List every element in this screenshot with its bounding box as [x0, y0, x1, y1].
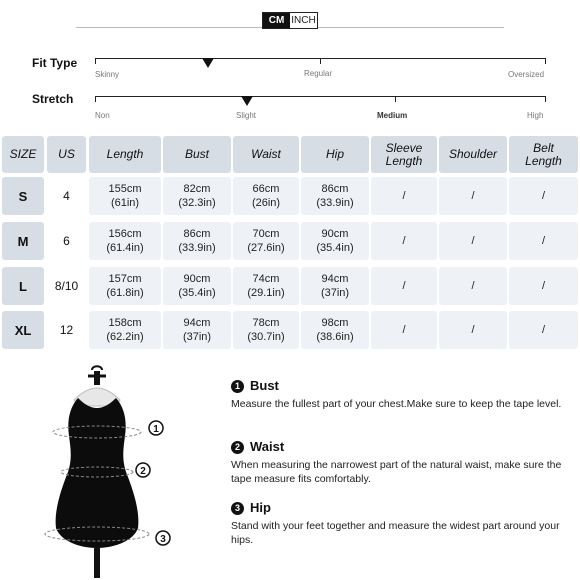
us-cell: 6 — [47, 222, 86, 260]
shoulder-cell: / — [439, 311, 507, 349]
fit-type-marker — [202, 58, 214, 68]
length-cell: 155cm (61in) — [89, 177, 161, 215]
number-1-icon: 1 — [231, 380, 244, 393]
unit-cm-button[interactable]: CM — [263, 13, 290, 28]
fit-type-label-oversized: Oversized — [508, 70, 545, 79]
sleeve-length-cell: / — [371, 222, 437, 260]
fit-type-tick — [95, 58, 96, 64]
stretch-marker — [241, 96, 253, 106]
header-shoulder: Shoulder — [439, 136, 507, 173]
stretch-title: Stretch — [32, 92, 74, 106]
shoulder-cell: / — [439, 267, 507, 305]
fit-type-title: Fit Type — [32, 56, 78, 70]
guide-bust — [231, 378, 566, 411]
header-size: SIZE — [2, 136, 44, 173]
sleeve-length-cell: / — [371, 311, 437, 349]
header-waist: Waist — [233, 136, 299, 173]
number-2-icon: 2 — [231, 441, 244, 454]
size-cell: S — [2, 177, 44, 215]
us-cell: 12 — [47, 311, 86, 349]
belt-length-cell: / — [509, 222, 578, 260]
stretch-scale — [95, 96, 546, 97]
bust-cell: 82cm (32.3in) — [163, 177, 231, 215]
length-cell: 158cm (62.2in) — [89, 311, 161, 349]
number-3-icon: 3 — [231, 502, 244, 515]
header-length: Length — [89, 136, 161, 173]
bust-cell: 94cm (37in) — [163, 311, 231, 349]
guide-hip — [231, 500, 566, 547]
size-cell: L — [2, 267, 44, 305]
hip-marker — [156, 531, 170, 545]
fit-type-tick — [545, 58, 546, 64]
belt-length-cell: / — [509, 267, 578, 305]
svg-text:1: 1 — [153, 424, 159, 435]
guide-waist-text: When measuring the narrowest part of the natural waist, make sure the tape measure fits comfortably. — [231, 459, 562, 485]
size-cell: XL — [2, 311, 44, 349]
us-cell: 4 — [47, 177, 86, 215]
size-table — [0, 134, 580, 350]
guide-waist-title: 2 Waist — [231, 439, 566, 454]
header-hip: Hip — [301, 136, 369, 173]
waist-cell: 74cm (29.1in) — [233, 267, 299, 305]
hip-cell: 90cm (35.4in) — [301, 222, 369, 260]
shoulder-cell: / — [439, 222, 507, 260]
svg-text:2: 2 — [140, 466, 146, 477]
waist-cell: 78cm (30.7in) — [233, 311, 299, 349]
header-bust: Bust — [163, 136, 231, 173]
dress-mannequin-illustration — [30, 362, 190, 580]
guide-hip-text: Stand with your feet together and measure the widest part around your hips. — [231, 520, 560, 546]
header-sleeve-length: Sleeve Length — [371, 136, 437, 173]
header-us: US — [47, 136, 86, 173]
waist-cell: 66cm (26in) — [233, 177, 299, 215]
bust-cell: 86cm (33.9in) — [163, 222, 231, 260]
bust-cell: 90cm (35.4in) — [163, 267, 231, 305]
sleeve-length-cell: / — [371, 177, 437, 215]
stretch-label-medium: Medium — [377, 111, 408, 120]
stretch-label-slight: Slight — [236, 111, 257, 120]
waist-cell: 70cm (27.6in) — [233, 222, 299, 260]
hip-cell: 98cm (38.6in) — [301, 311, 369, 349]
stretch-label-non: Non — [95, 111, 110, 120]
stretch-tick — [95, 96, 96, 102]
guide-bust-title: 1 Bust — [231, 378, 566, 393]
svg-text:3: 3 — [160, 534, 166, 545]
fit-type-label-skinny: Skinny — [95, 70, 120, 79]
waist-marker — [136, 463, 150, 477]
header-belt-length: Belt Length — [509, 136, 578, 173]
guide-hip-title: 3 Hip — [231, 500, 566, 515]
belt-length-cell: / — [509, 177, 578, 215]
length-cell: 157cm (61.8in) — [89, 267, 161, 305]
guide-waist — [231, 439, 566, 486]
sleeve-length-cell: / — [371, 267, 437, 305]
fit-type-tick — [320, 58, 321, 64]
unit-toggle[interactable] — [262, 12, 318, 29]
hip-cell: 86cm (33.9in) — [301, 177, 369, 215]
shoulder-cell: / — [439, 177, 507, 215]
stretch-tick — [545, 96, 546, 102]
us-cell: 8/10 — [47, 267, 86, 305]
stretch-tick — [395, 96, 396, 102]
hip-cell: 94cm (37in) — [301, 267, 369, 305]
stretch-label-high: High — [527, 111, 544, 120]
bust-marker — [149, 421, 163, 435]
length-cell: 156cm (61.4in) — [89, 222, 161, 260]
unit-inch-button[interactable]: INCH — [291, 15, 316, 26]
guide-bust-text: Measure the fullest part of your chest.Make sure to keep the tape level. — [231, 398, 562, 410]
belt-length-cell: / — [509, 311, 578, 349]
size-cell: M — [2, 222, 44, 260]
fit-type-label-regular: Regular — [304, 69, 333, 78]
